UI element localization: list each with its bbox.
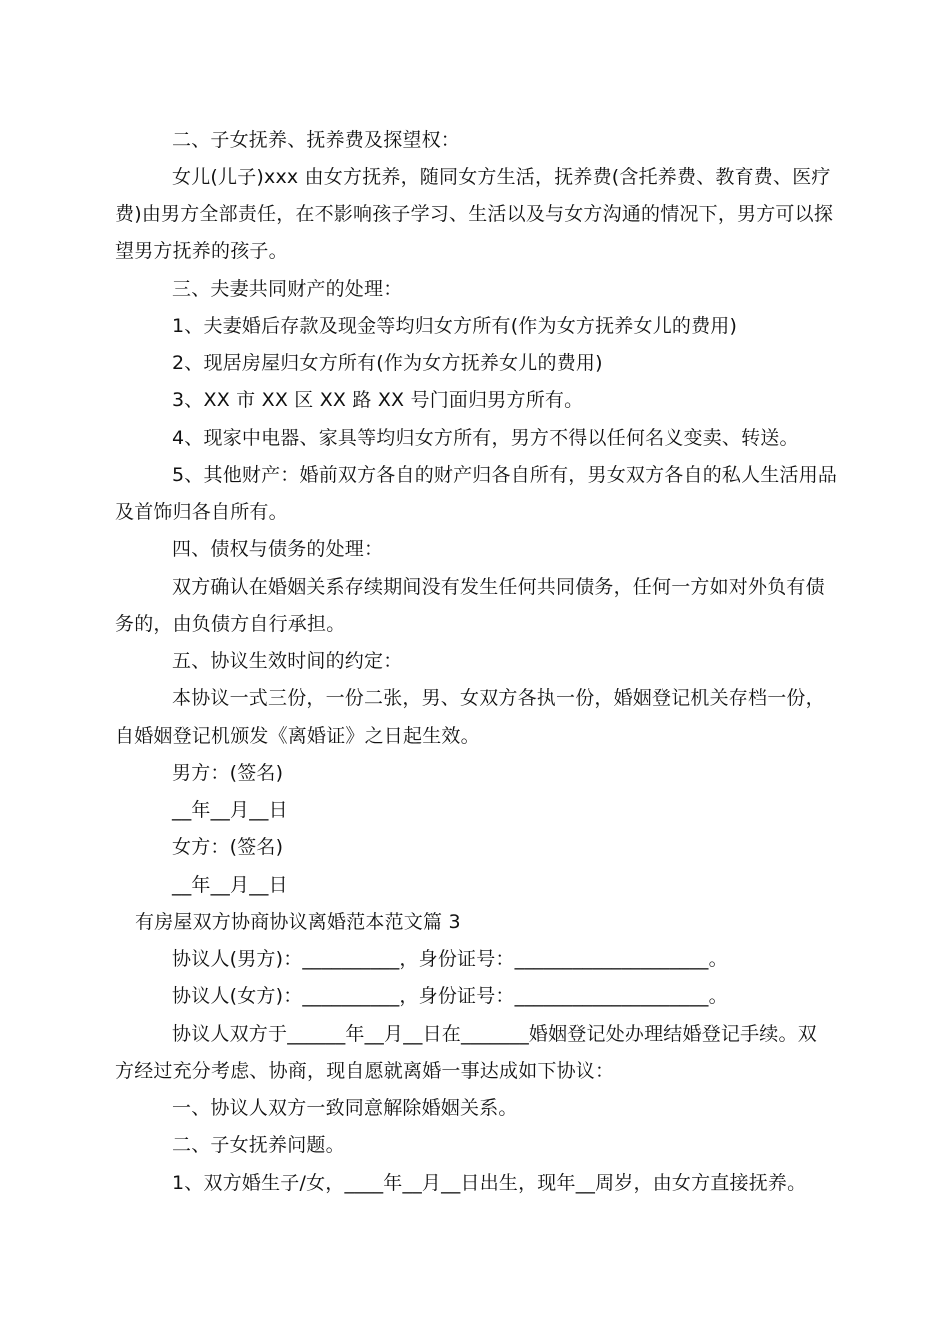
signature-male: 男方：(签名) [172, 762, 284, 784]
paragraph-line: 望男方抚养的孩子。 [115, 240, 288, 262]
paragraph-line: 费)由男方全部责任，在不影响孩子学习、生活以及与女方沟通的情况下，男方可以探 [115, 203, 834, 225]
list-item: 4、现家中电器、家具等均归女方所有，男方不得以任何名义变卖、转送。 [172, 427, 799, 449]
paragraph-line: 及首饰归各自所有。 [115, 501, 288, 523]
section-heading-property: 三、夫妻共同财产的处理： [172, 278, 403, 300]
signature-date: __年__月__日 [172, 799, 288, 821]
paragraph-line: 自婚姻登记机颁发《离婚证》之日起生效。 [115, 725, 480, 747]
paragraph-line: 女儿(儿子)xxx 由女方抚养，随同女方生活，抚养费(含托养费、教育费、医疗 [172, 166, 831, 188]
list-item: 5、其他财产：婚前双方各自的财产归各自所有，男女双方各自的私人生活用品 [172, 464, 838, 486]
section-heading-child-support: 二、子女抚养问题。 [172, 1134, 345, 1156]
paragraph-line: 方经过充分考虑、协商，现自愿就离婚一事达成如下协议： [115, 1060, 615, 1082]
party-female-line: 协议人(女方)：__________，身份证号：____________________。 [172, 985, 728, 1007]
section-heading-dissolution: 一、协议人双方一致同意解除婚姻关系。 [172, 1097, 518, 1119]
paragraph-line: 双方确认在婚姻关系存续期间没有发生任何共同债务，任何一方如对外负有债 [172, 576, 825, 598]
signature-female: 女方：(签名) [172, 836, 284, 858]
list-item: 3、XX 市 XX 区 XX 路 XX 号门面归男方所有。 [172, 389, 584, 411]
section-heading-debts: 四、债权与债务的处理： [172, 538, 384, 560]
party-male-line: 协议人(男方)：__________，身份证号：____________________。 [172, 948, 728, 970]
paragraph-line: 务的，由负债方自行承担。 [115, 613, 346, 635]
list-item: 1、双方婚生子/女，____年__月__日出生，现年__周岁，由女方直接抚养。 [172, 1172, 807, 1194]
list-item: 1、夫妻婚后存款及现金等均归女方所有(作为女方抚养女儿的费用) [172, 315, 738, 337]
section-heading-effective-date: 五、协议生效时间的约定： [172, 650, 403, 672]
section-heading-child-custody: 二、子女抚养、抚养费及探望权： [172, 129, 461, 151]
list-item: 2、现居房屋归女方所有(作为女方抚养女儿的费用) [172, 352, 603, 374]
signature-date: __年__月__日 [172, 874, 288, 896]
paragraph-line: 协议人双方于______年__月__日在_______婚姻登记处办理结婚登记手续。双 [172, 1023, 817, 1045]
article-title: 有房屋双方协商协议离婚范本范文篇 3 [135, 911, 461, 933]
paragraph-line: 本协议一式三份，一份二张，男、女双方各执一份，婚姻登记机关存档一份， [172, 687, 825, 709]
